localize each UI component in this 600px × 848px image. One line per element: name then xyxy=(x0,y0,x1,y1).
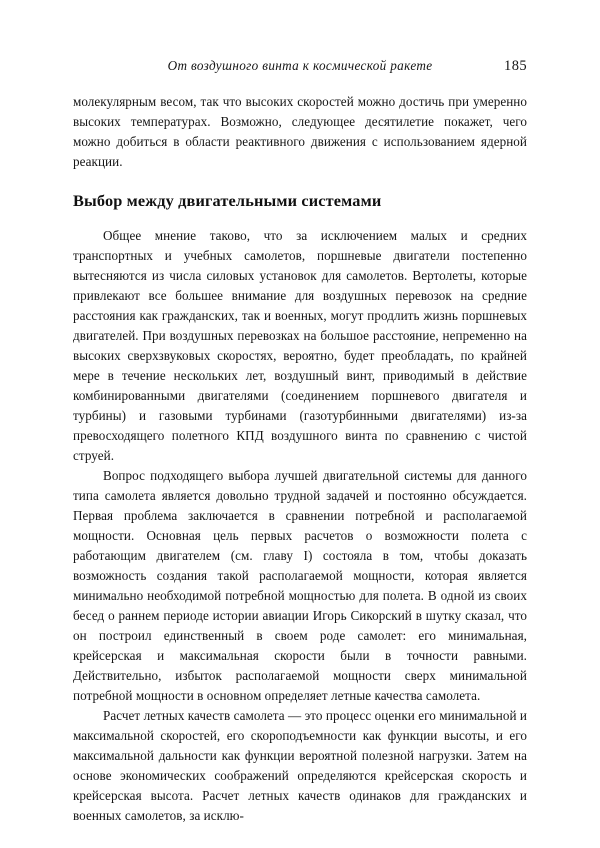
spacer-above-heading xyxy=(73,172,527,190)
page-number: 185 xyxy=(504,58,527,74)
spacer-below-heading xyxy=(73,212,527,226)
paragraph-2: Общее мнение таково, что за исключением малых и средних транспортных и учебных самолетов, поршневые двигатели постепенно вытесняются из числа силовых установок для самолетов. Вертолеты, которые привлекают все большее внимание для воздушных перевозок на средние расстояния как гражданских, так и военных, могут продлить жизнь поршневых двигателей. При воздушных перевозках на большое расстояние, непременно на высоких сверхзвуковых скоростях, вероятно, будет преобладать, по крайней мере в течение нескольких лет, воздушный винт, приводимый в действие комбинированными двигателями (соединением поршневого двигателя и турбины) и газовыми турбинами (газотурбинными двигателями) из-за превосходящего полетного КПД воздушного винта по сравнению с чистой струей. xyxy=(73,228,527,463)
running-head-title: От воздушного винта к космической ракете xyxy=(167,58,433,73)
paragraph-3: Вопрос подходящего выбора лучшей двигательной системы для данного типа самолета является довольно трудной задачей и постоянно обсуждается. Первая проблема заключается в сравнении потребной и располагаемой мощности. Основная цель первых расчетов о возможности полета с работающим двигателем (см. главу I) состояла в том, чтобы доказать возможность создания такой располагаемой мощности, которая является минимально необходимой потребной мощностью для полета. В одной из своих бесед о раннем периоде истории авиации Игорь Сикорский в шутку сказал, что он построил единственный в своем роде самолет: его минимальная, крейсерская и максимальная скорости были в точности равными. Действительно, избыток располагаемой мощности сверх минимальной потребной мощности в основном определяет летные качества самолета. xyxy=(73,468,527,703)
body-text-block xyxy=(73,92,527,826)
running-head xyxy=(73,58,527,80)
paragraph-continued: молекулярным весом, так что высоких скоростей можно достичь при умеренно высоких температурах. Возможно, следующее десятилетие покажет, чего можно добиться в области реактивного движения с использованием ядерной реакции. xyxy=(73,94,527,169)
paragraph-4: Расчет летных качеств самолета — это процесс оценки его минимальной и максимальной скоростей, его скороподъемности как функции высоты, и его максимальной дальности как функции вероятной полезной нагрузки. Затем на основе экономических соображений определяются крейсерская скорость и крейсерская высота. Расчет летных качеств одинаков для гражданских и военных самолетов, за исклю- xyxy=(73,708,527,823)
section-heading: Выбор между двигательными системами xyxy=(73,191,382,210)
